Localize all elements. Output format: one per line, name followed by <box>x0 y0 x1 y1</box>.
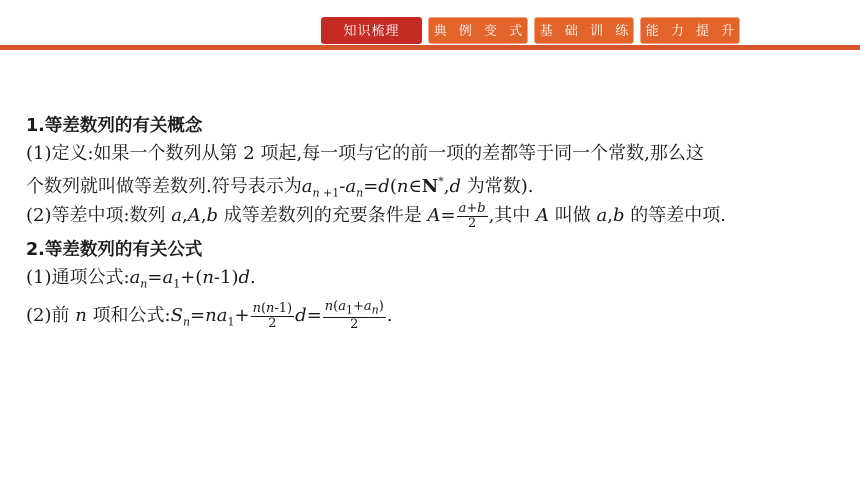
tab-ability-improvement[interactable]: 能 力 提 升 <box>640 17 740 44</box>
tab-knowledge-review[interactable]: 知识梳理 <box>321 17 422 44</box>
mean-fraction: $\frac{a+b}{2}$ <box>458 200 486 231</box>
arithmetic-mean-line: (2)等差中项:数列 a,A,b 成等差数列的充要条件是 A= $\frac{a+b}{2}$ ,其中 A 叫做 a,b 的等差中项. <box>26 200 726 231</box>
definition-tail: 为常数). <box>466 176 534 197</box>
slide-content <box>26 112 846 336</box>
heading-concepts: 1.等差数列的有关概念 <box>26 116 203 136</box>
tab-typical-examples[interactable]: 典 例 变 式 <box>428 17 528 44</box>
sum-fraction-2: $\frac{n(a_1+a_n)}{2}$ <box>324 298 384 333</box>
section-tabs <box>321 17 740 44</box>
definition-formula: $a_{n +1}-a_n=d(n\in N^*,d$ <box>301 175 461 200</box>
definition-text: 个数列就叫做等差数列.符号表示为 <box>26 176 302 197</box>
sum-fraction-1: $\frac{n(n-1)}{2}$ <box>252 300 293 331</box>
general-term-line: (1)通项公式$:a_n=a_1+(n-1)d$. <box>26 267 256 291</box>
sum-formula-line: (2)前 n 项和公式$:S_n=na_1+$ $\frac{n(n-1)}{2}$ d= $\frac{n(a_1+a_n)}{2}$ . <box>26 298 393 333</box>
header-divider <box>0 45 860 50</box>
definition-line-2 <box>26 168 846 200</box>
heading-formulas: 2.等差数列的有关公式 <box>26 240 203 260</box>
tab-basic-training[interactable]: 基 础 训 练 <box>534 17 634 44</box>
definition-line-1: (1)定义:如果一个数列从第 2 项起,每一项与它的前一项的差都等于同一个常数,那么这 <box>26 143 704 164</box>
